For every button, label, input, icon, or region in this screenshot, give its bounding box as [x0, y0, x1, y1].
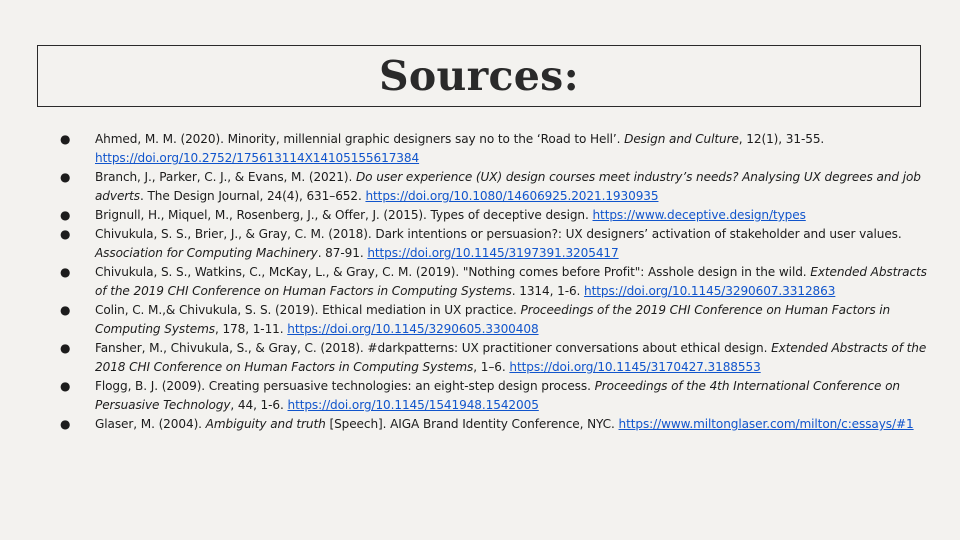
reference-italic: Association for Computing Machinery — [95, 246, 318, 260]
page-title: Sources: — [378, 51, 580, 100]
reference-item — [60, 263, 930, 301]
reference-italic: Proceedings of the 2019 CHI Conference on Human Factors in Computing Systems — [95, 303, 891, 336]
reference-text: Chivukula, S. S., Brier, J., & Gray, C. M. (2018). Dark intentions or persuasion?: UX designers’ activation of stakeholder and user values. — [95, 227, 902, 241]
reference-link[interactable]: https://www.miltonglaser.com/milton/c:essays/#1 — [618, 417, 914, 431]
reference-text-post: . 1314, 1-6. — [511, 284, 585, 298]
reference-text-post: , 1–6. — [473, 360, 510, 374]
reference-item — [60, 225, 930, 263]
bullet: ● — [60, 303, 71, 317]
reference-text-post: , 44, 1-6. — [230, 398, 288, 412]
reference-link[interactable]: https://www.deceptive.design/types — [592, 208, 806, 222]
reference-text: Flogg, B. J. (2009). Creating persuasive technologies: an eight-step design process. — [95, 379, 595, 393]
bullet: ● — [60, 417, 71, 431]
reference-italic: Ambiguity and truth — [205, 417, 326, 431]
reference-item — [60, 339, 930, 377]
reference-text: Glaser, M. (2004). — [95, 417, 206, 431]
bullet: ● — [60, 341, 71, 355]
reference-italic: Do user experience (UX) design courses meet industry’s needs? Analysing UX degrees and job adverts — [95, 170, 921, 203]
reference-text: Ahmed, M. M. (2020). Minority, millennial graphic designers say no to the ‘Road to Hell’. — [95, 132, 625, 146]
reference-italic: Extended Abstracts of the 2019 CHI Conference on Human Factors in Computing Systems — [95, 265, 927, 298]
reference-item — [60, 206, 930, 225]
bullet: ● — [60, 265, 71, 279]
reference-text: Fansher, M., Chivukula, S., & Gray, C. (2018). #darkpatterns: UX practitioner conversations about ethical design. — [95, 341, 772, 355]
reference-item — [60, 130, 930, 168]
bullet: ● — [60, 227, 71, 241]
reference-text-post: . 87-91. — [317, 246, 368, 260]
reference-item — [60, 168, 930, 206]
reference-italic: Extended Abstracts of the 2018 CHI Conference on Human Factors in Computing Systems — [95, 341, 927, 374]
reference-italic: Proceedings of the 4th International Conference on Persuasive Technology — [95, 379, 900, 412]
bullet: ● — [60, 132, 71, 146]
reference-item — [60, 377, 930, 415]
bullet: ● — [60, 170, 71, 184]
reference-link[interactable]: https://doi.org/10.2752/175613114X14105155617384 — [95, 151, 420, 165]
reference-text: Chivukula, S. S., Watkins, C., McKay, L., & Gray, C. M. (2019). "Nothing comes before Profit": Asshole design in the wild. — [95, 265, 811, 279]
reference-link[interactable]: https://doi.org/10.1145/3170427.3188553 — [509, 360, 761, 374]
bullet: ● — [60, 208, 71, 222]
reference-link[interactable]: https://doi.org/10.1145/3290605.3300408 — [287, 322, 539, 336]
reference-link[interactable]: https://doi.org/10.1145/3290607.3312863 — [584, 284, 836, 298]
reference-text-post: , 178, 1-11. — [214, 322, 288, 336]
reference-text-post: [Speech]. AIGA Brand Identity Conference, NYC. — [325, 417, 619, 431]
reference-item — [60, 415, 930, 434]
reference-list — [60, 130, 930, 434]
reference-link[interactable]: https://doi.org/10.1145/3197391.3205417 — [367, 246, 619, 260]
bullet: ● — [60, 379, 71, 393]
reference-link[interactable]: https://doi.org/10.1080/14606925.2021.1930935 — [365, 189, 659, 203]
reference-text: Colin, C. M.,& Chivukula, S. S. (2019). Ethical mediation in UX practice. — [95, 303, 521, 317]
reference-italic: Design and Culture — [624, 132, 739, 146]
reference-item — [60, 301, 930, 339]
reference-text-post: . The Design Journal, 24(4), 631–652. — [140, 189, 366, 203]
reference-text-post: , 12(1), 31-55. — [738, 132, 825, 146]
reference-link[interactable]: https://doi.org/10.1145/1541948.1542005 — [287, 398, 539, 412]
reference-text: Branch, J., Parker, C. J., & Evans, M. (2021). — [95, 170, 356, 184]
reference-text: Brignull, H., Miquel, M., Rosenberg, J., & Offer, J. (2015). Types of deceptive design. — [95, 208, 593, 222]
title-box — [37, 45, 921, 107]
